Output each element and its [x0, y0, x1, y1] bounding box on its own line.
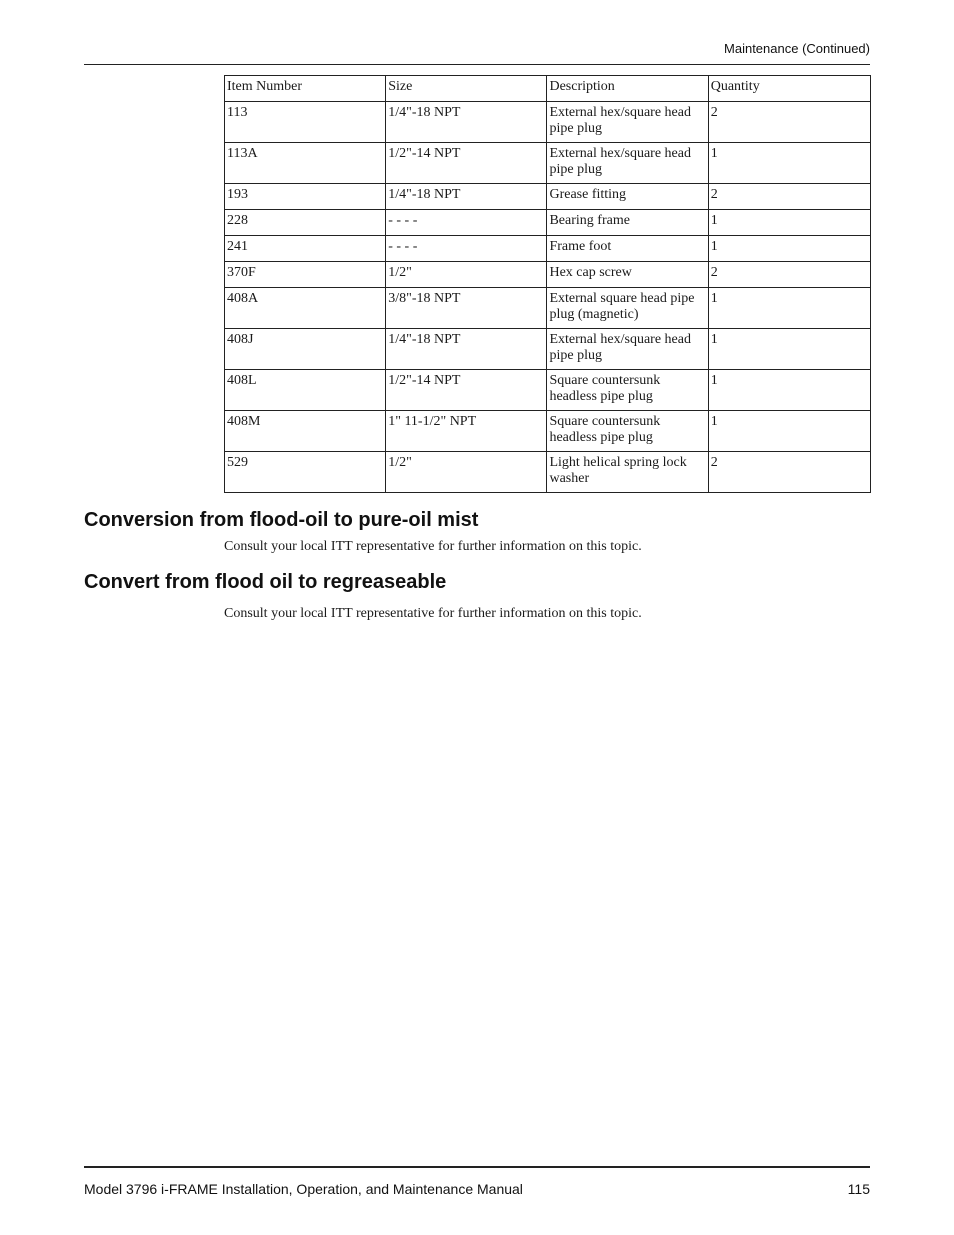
quantity-cell: 1 — [708, 143, 870, 184]
table-header-row — [225, 76, 871, 102]
size-cell: 1" 11-1/2" NPT — [386, 411, 547, 452]
parts-table — [224, 75, 871, 493]
size-cell: 1/2"-14 NPT — [386, 143, 547, 184]
size-cell: 1/4"-18 NPT — [386, 329, 547, 370]
quantity-cell: 1 — [708, 329, 870, 370]
item-number-cell: 193 — [225, 184, 386, 210]
description-cell: Square countersunk headless pipe plug — [547, 411, 708, 452]
description-cell: External hex/square head pipe plug — [547, 102, 708, 143]
table-row — [225, 411, 871, 452]
description-cell: Bearing frame — [547, 210, 708, 236]
column-header: Quantity — [708, 76, 870, 102]
size-cell: 1/4"-18 NPT — [386, 184, 547, 210]
quantity-cell: 1 — [708, 370, 870, 411]
size-cell: 1/4"-18 NPT — [386, 102, 547, 143]
footer-manual-title: Model 3796 i-FRAME Installation, Operation, and Maintenance Manual — [84, 1181, 523, 1197]
table-row — [225, 184, 871, 210]
item-number-cell: 241 — [225, 236, 386, 262]
quantity-cell: 2 — [708, 452, 870, 493]
size-cell: - - - - — [386, 210, 547, 236]
table-row — [225, 288, 871, 329]
section-body-pure-oil-mist: Consult your local ITT representative for further information on this topic. — [224, 539, 642, 554]
quantity-cell: 1 — [708, 288, 870, 329]
column-header: Description — [547, 76, 708, 102]
column-header: Size — [386, 76, 547, 102]
item-number-cell: 113 — [225, 102, 386, 143]
item-number-cell: 529 — [225, 452, 386, 493]
table-row — [225, 262, 871, 288]
description-cell: External hex/square head pipe plug — [547, 143, 708, 184]
size-cell: - - - - — [386, 236, 547, 262]
table-row — [225, 329, 871, 370]
description-cell: External hex/square head pipe plug — [547, 329, 708, 370]
item-number-cell: 408J — [225, 329, 386, 370]
size-cell: 1/2"-14 NPT — [386, 370, 547, 411]
size-cell: 1/2" — [386, 452, 547, 493]
item-number-cell: 113A — [225, 143, 386, 184]
item-number-cell: 370F — [225, 262, 386, 288]
table-row — [225, 370, 871, 411]
size-cell: 3/8"-18 NPT — [386, 288, 547, 329]
description-cell: Light helical spring lock washer — [547, 452, 708, 493]
header-divider — [84, 64, 870, 65]
quantity-cell: 1 — [708, 210, 870, 236]
table-row — [225, 102, 871, 143]
description-cell: Grease fitting — [547, 184, 708, 210]
page-number: 115 — [847, 1181, 870, 1197]
size-cell: 1/2" — [386, 262, 547, 288]
quantity-cell: 2 — [708, 262, 870, 288]
footer-divider — [84, 1166, 870, 1168]
description-cell: Hex cap screw — [547, 262, 708, 288]
table-row — [225, 236, 871, 262]
running-header: Maintenance (Continued) — [724, 41, 870, 56]
quantity-cell: 2 — [708, 184, 870, 210]
quantity-cell: 1 — [708, 236, 870, 262]
table-row — [225, 210, 871, 236]
table-row — [225, 143, 871, 184]
description-cell: Square countersunk headless pipe plug — [547, 370, 708, 411]
column-header: Item Number — [225, 76, 386, 102]
item-number-cell: 408L — [225, 370, 386, 411]
section-heading-regreaseable: Convert from flood oil to regreaseable — [84, 571, 447, 593]
item-number-cell: 228 — [225, 210, 386, 236]
section-body-regreaseable: Consult your local ITT representative for further information on this topic. — [224, 606, 642, 621]
quantity-cell: 2 — [708, 102, 870, 143]
table-row — [225, 452, 871, 493]
section-heading-pure-oil-mist: Conversion from flood-oil to pure-oil mist — [84, 509, 479, 531]
item-number-cell: 408M — [225, 411, 386, 452]
description-cell: Frame foot — [547, 236, 708, 262]
quantity-cell: 1 — [708, 411, 870, 452]
description-cell: External square head pipe plug (magnetic) — [547, 288, 708, 329]
item-number-cell: 408A — [225, 288, 386, 329]
